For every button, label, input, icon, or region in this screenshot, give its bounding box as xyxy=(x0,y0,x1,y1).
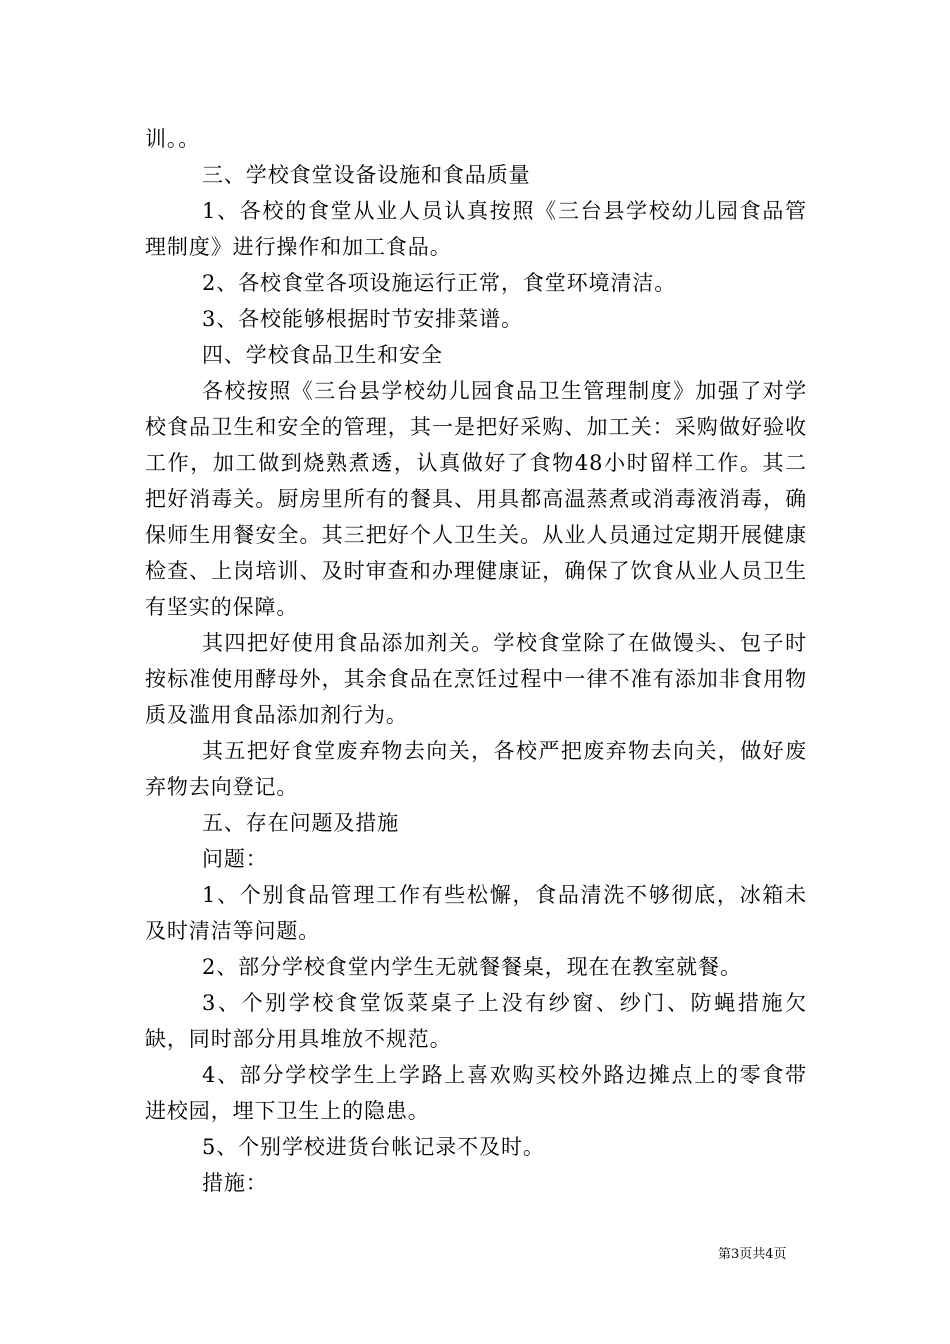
paragraph-food-safety: 各校按照《三台县学校幼儿园食品卫生管理制度》加强了对学校食品卫生和安全的管理，其一是把好采购、加工关：采购做好验收工作，加工做到烧熟煮透，认真做好了食物48小时留样工作。其二把好消毒关。厨房里所有的餐具、用具都高温蒸煮或消毒液消毒，确保师生用餐安全。其三把好个人卫生关。从业人员通过定期开展健康检查、上岗培训、及时审查和办理健康证，确保了饮食从业人员卫生有坚实的保障。 xyxy=(145,379,807,619)
problem-item-2: 2、部分学校食堂内学生无就餐餐桌，现在在教室就餐。 xyxy=(202,955,742,979)
paragraph-item-3-2: 2、各校食堂各项设施运行正常，食堂环境清洁。 xyxy=(202,271,677,295)
measures-label: 措施： xyxy=(202,1171,268,1195)
problems-label: 问题： xyxy=(202,847,268,871)
page-number: 第3页共4页 xyxy=(718,1247,787,1262)
document-body xyxy=(145,121,807,1201)
section-heading-5: 五、存在问题及措施 xyxy=(202,811,400,835)
paragraph-additives: 其四把好使用食品添加剂关。学校食堂除了在做馒头、包子时按标准使用酵母外，其余食品在烹饪过程中一律不准有添加非食用物质及滥用食品添加剂行为。 xyxy=(145,631,807,727)
paragraph-item-3-1: 1、各校的食堂从业人员认真按照《三台县学校幼儿园食品管理制度》进行操作和加工食品。 xyxy=(145,199,807,259)
problem-item-3: 3、个别学校食堂饭菜桌子上没有纱窗、纱门、防蝇措施欠缺，同时部分用具堆放不规范。 xyxy=(145,991,807,1051)
section-heading-3: 三、学校食堂设备设施和食品质量 xyxy=(202,163,531,187)
problem-item-4: 4、部分学校学生上学路上喜欢购买校外路边摊点上的零食带进校园，埋下卫生上的隐患。 xyxy=(145,1063,807,1123)
paragraph-1: 训。。 xyxy=(145,127,201,151)
paragraph-waste: 其五把好食堂废弃物去向关，各校严把废弃物去向关，做好废弃物去向登记。 xyxy=(145,739,807,799)
paragraph-item-3-3: 3、各校能够根据时节安排菜谱。 xyxy=(202,307,523,331)
problem-item-1: 1、个别食品管理工作有些松懈，食品清洗不够彻底，冰箱未及时清洁等问题。 xyxy=(145,883,807,943)
problem-item-5: 5、个别学校进货台帐记录不及时。 xyxy=(202,1135,545,1159)
section-heading-4: 四、学校食品卫生和安全 xyxy=(202,343,443,367)
